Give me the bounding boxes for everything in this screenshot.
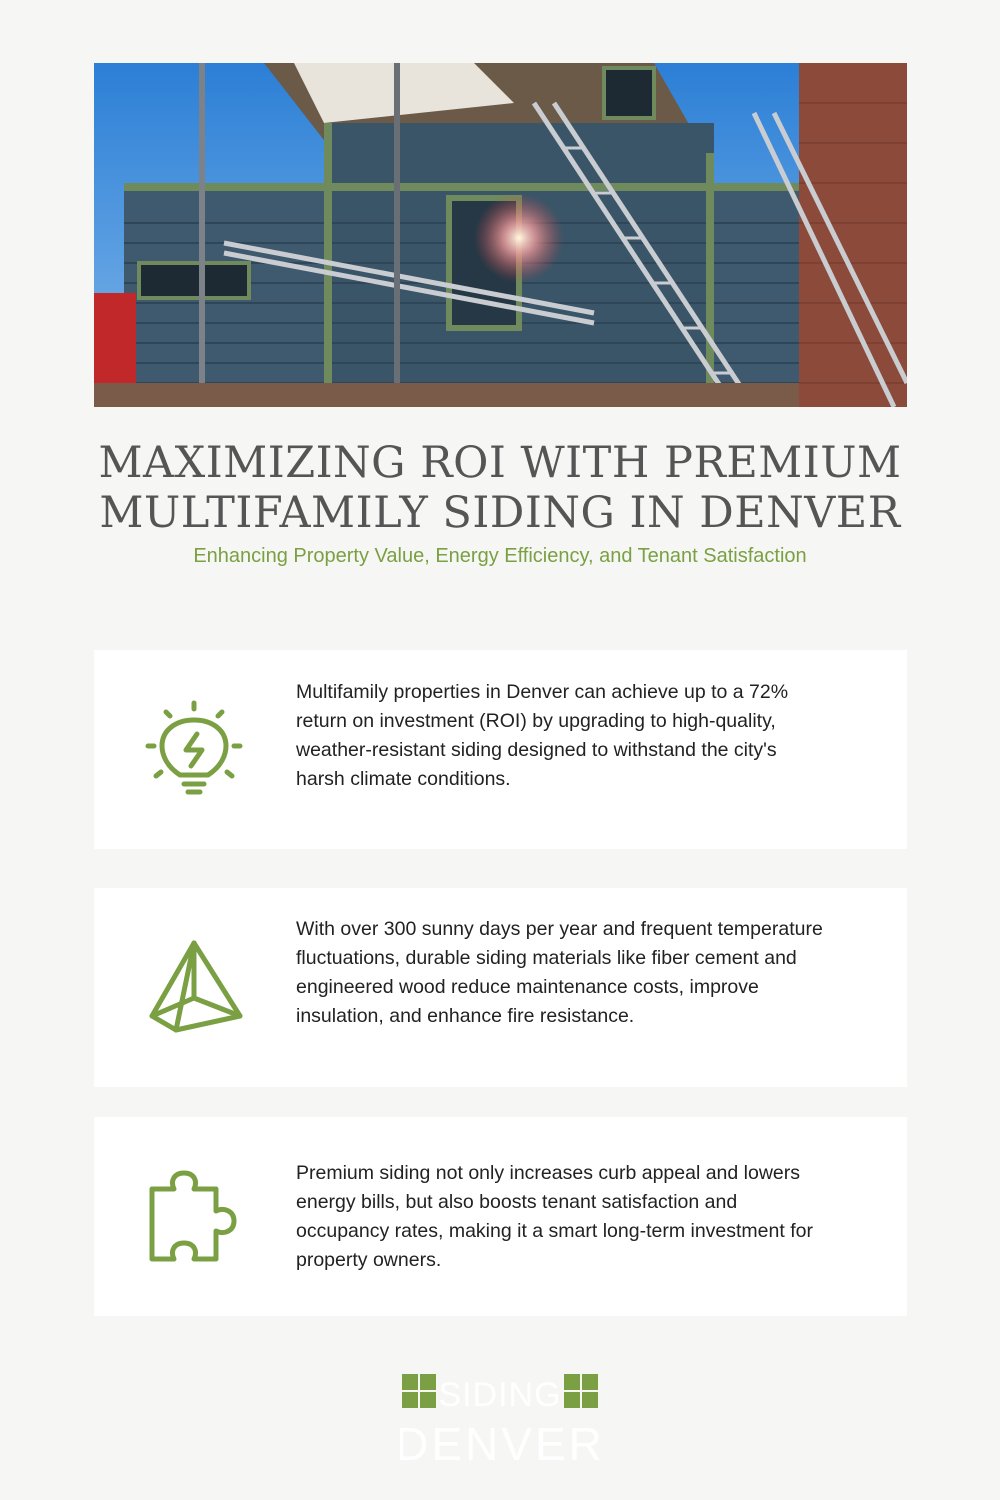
puzzle-piece-icon <box>144 1167 250 1267</box>
card-text: With over 300 sunny days per year and frequent temperature fluctuations, durable siding materials like fiber cement and engineered wood reduce maintenance costs, improve insulation, and enhance fire resistance. <box>296 918 823 1027</box>
logo-line2: DENVER <box>400 1418 600 1468</box>
card-text: Premium siding not only increases curb appeal and lowers energy bills, but also boosts tenant satisfaction and occupancy rates, making it a smart long-term investment for property owners. <box>296 1162 813 1271</box>
info-card-roi <box>94 650 907 849</box>
pyramid-icon <box>144 938 250 1038</box>
house-siding-photo <box>94 63 907 407</box>
lightbulb-icon <box>144 700 250 800</box>
logo-line1: SIDING <box>438 1376 562 1414</box>
siding-denver-logo <box>400 1372 600 1468</box>
info-card-climate <box>94 888 907 1087</box>
card-text: Multifamily properties in Denver can achieve up to a 72% return on investment (ROI) by upgrading to high-quality, weather-resistant siding designed to withstand the city's harsh climate conditions. <box>296 681 789 790</box>
page-title: MAXIMIZING ROI WITH PREMIUM MULTIFAMILY SIDING IN DENVER <box>98 438 902 538</box>
hero-image <box>94 63 907 407</box>
page-subtitle: Enhancing Property Value, Energy Efficiency, and Tenant Satisfaction <box>193 545 807 567</box>
info-card-tenant <box>94 1117 907 1316</box>
